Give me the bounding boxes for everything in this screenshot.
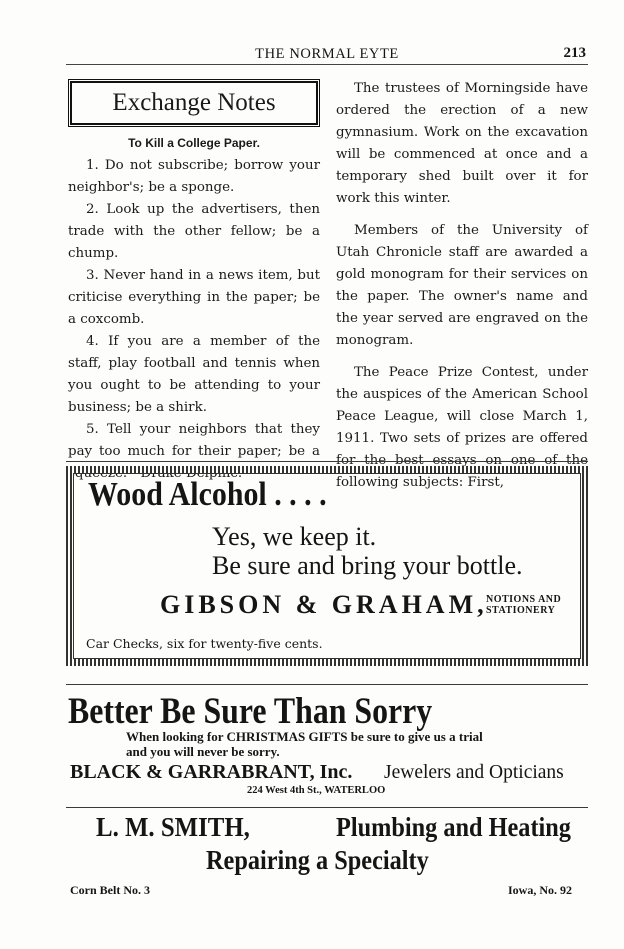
company-name: L. M. SMITH, [96, 812, 250, 842]
ad-footnote: Car Checks, six for twenty-five cents. [86, 636, 323, 651]
list-item: 3. Never hand in a news item, but criticise everything in the paper; be a coxcomb. [68, 268, 320, 327]
company-trade: Jewelers and Opticians [384, 762, 564, 783]
left-column [68, 78, 320, 485]
paragraph: The Peace Prize Contest, under the auspices of the American School Peace League, will close March 1, 1911. Two sets of prizes are offered for the best essays on one of the following subjects: First, [336, 365, 588, 490]
company-address: 224 West 4th St., WATERLOO [247, 785, 386, 796]
paragraph: The trustees of Morningside have ordered the erection of a new gymnasium. Work on the excavation will be commenced at once and a temporary shed built over it for work this winter. [336, 81, 588, 206]
company-trade: Plumbing and Heating [336, 812, 571, 842]
divider [66, 807, 588, 808]
paragraph: Members of the University of Utah Chronicle staff are awarded a gold monogram for their services on the paper. The owner's name and the year served are engraved on the monogram. [336, 223, 588, 348]
ad-body [126, 729, 483, 759]
running-header [66, 44, 588, 65]
ad-line: Be sure and bring your bottle. [212, 551, 523, 580]
ad-tagline: Repairing a Specialty [206, 845, 429, 875]
divider [66, 684, 588, 685]
phone-right: Iowa, No. 92 [508, 883, 573, 897]
company-tagline [486, 594, 561, 616]
ad-body-line: When looking for CHRISTMAS GIFTS be sure to give us a trial [126, 729, 483, 744]
ad-headline: Wood Alcohol . . . . [88, 476, 327, 513]
right-column [336, 78, 588, 494]
article-subhead: To Kill a College Paper. [128, 136, 260, 150]
phone-left: Corn Belt No. 3 [70, 883, 150, 897]
section-title-box [70, 81, 318, 125]
list-item: 1. Do not subscribe; borrow your neighbor's; be a sponge. [68, 158, 320, 195]
company-name: BLACK & GARRABRANT, Inc. [70, 761, 353, 783]
tagline-line: STATIONERY [486, 605, 556, 616]
ad-headline: Better Be Sure Than Sorry [68, 691, 433, 732]
list-item: 2. Look up the advertisers, then trade with the other fellow; be a chump. [68, 202, 320, 261]
ad-line: Yes, we keep it. [212, 522, 377, 551]
running-title: THE NORMAL EYTE [255, 46, 399, 62]
company-name: GIBSON & GRAHAM, [160, 590, 488, 619]
tagline-line: NOTIONS AND [486, 594, 562, 605]
list-item: 5. Tell your neighbors that they pay too much for their paper; be a squeeze.—Drake Delphic. [68, 422, 320, 481]
page-number: 213 [563, 45, 586, 61]
list-item: 4. If you are a member of the staff, play football and tennis when you ought to be attending to your business; be a shirk. [68, 334, 320, 415]
divider [66, 461, 588, 462]
section-title: Exchange Notes [112, 89, 276, 116]
ad-body-line: and you will never be sorry. [126, 744, 280, 759]
